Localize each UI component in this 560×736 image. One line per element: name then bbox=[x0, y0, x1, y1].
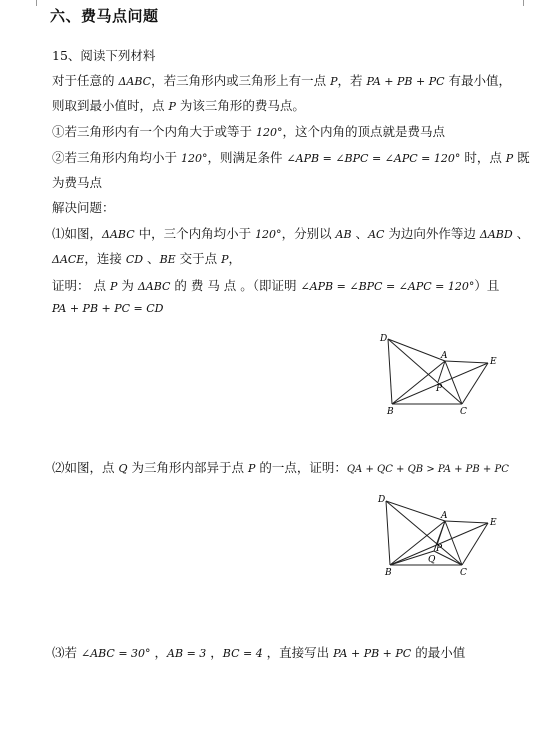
label-P: P bbox=[436, 544, 443, 554]
text-run: 交于点 bbox=[175, 251, 222, 266]
edge-DB bbox=[386, 501, 390, 565]
text-run: 有最小值， bbox=[444, 73, 511, 88]
math-run: ΔABC bbox=[137, 280, 171, 293]
solve-heading: 解决问题： bbox=[52, 200, 115, 215]
math-run: PA + PB + PC bbox=[366, 75, 445, 88]
text-run: ，直接写出 bbox=[262, 645, 334, 660]
text-run: ，若三角形内或三角形上有一点 bbox=[151, 73, 331, 88]
text-run: 的 费 马 点 。（即证明 bbox=[170, 278, 301, 293]
math-run: CD bbox=[125, 253, 144, 266]
text-run: ，连接 bbox=[84, 251, 126, 266]
label-A: A bbox=[441, 511, 448, 521]
label-C: C bbox=[460, 407, 467, 416]
rule-2 bbox=[52, 148, 530, 166]
label-C: C bbox=[460, 568, 467, 577]
label-E: E bbox=[490, 518, 497, 528]
rule-2-continued: 为费马点 bbox=[52, 175, 103, 190]
math-run: ∠ABC = 30° bbox=[80, 647, 151, 660]
edge-AE bbox=[445, 521, 488, 523]
math-run: ΔABC bbox=[102, 228, 135, 241]
text-run: ，分别以 bbox=[281, 226, 336, 241]
intro-line-2 bbox=[52, 96, 305, 114]
edge-AE bbox=[445, 361, 488, 363]
page-corner-mark-right bbox=[523, 0, 524, 6]
text-run: ①若三角形内有一个内角大于或等于 bbox=[52, 124, 256, 139]
label-D: D bbox=[380, 334, 388, 344]
math-run: BC = 4 bbox=[222, 647, 263, 660]
text-run: 、 bbox=[143, 251, 160, 266]
edge-DC bbox=[386, 501, 462, 565]
text-run: ， bbox=[206, 645, 223, 660]
text-run: 的最小值 bbox=[411, 645, 466, 660]
text-run: ，若 bbox=[337, 73, 367, 88]
math-run: AB = 3 bbox=[167, 647, 207, 660]
math-run: AC bbox=[368, 228, 385, 241]
math-run: ∠APB = ∠BPC = ∠APC = 120° bbox=[300, 280, 475, 293]
problem-number: 15、阅读下列材料 bbox=[52, 48, 156, 63]
text-run: ②若三角形内角均小于 bbox=[52, 150, 181, 165]
text-run: 证明： 点 bbox=[52, 278, 110, 293]
math-run: PA + PB + PC bbox=[333, 647, 412, 660]
math-run: P bbox=[221, 253, 229, 266]
math-run: 120° bbox=[255, 126, 283, 139]
question-2 bbox=[52, 458, 509, 476]
text-run: ⑴如图， bbox=[52, 226, 103, 241]
edge-DA bbox=[386, 501, 445, 521]
label-D: D bbox=[378, 495, 386, 505]
text-run: 为 bbox=[117, 278, 138, 293]
text-run: ， bbox=[228, 251, 242, 266]
question-1-line-c bbox=[52, 276, 499, 294]
math-run: ΔABD bbox=[479, 228, 513, 241]
text-run: 时，点 bbox=[460, 150, 506, 165]
math-run: BE bbox=[159, 253, 176, 266]
text-run: 的一点，证明： bbox=[255, 460, 347, 475]
text-run: ，这个内角的顶点就是费马点 bbox=[282, 124, 445, 139]
math-run: QA + QC + QB > PA + PB + PC bbox=[346, 464, 509, 475]
text-run: 中，三个内角均小于 bbox=[134, 226, 256, 241]
math-run: Q bbox=[118, 462, 128, 475]
math-run: P bbox=[168, 100, 176, 113]
text-run: 既 bbox=[513, 150, 530, 165]
text-run: 为该三角形的费马点。 bbox=[175, 98, 305, 113]
section-heading: 六、费马点问题 bbox=[50, 7, 159, 25]
label-B: B bbox=[385, 568, 392, 577]
edge-DB bbox=[388, 339, 392, 404]
figure-2 bbox=[370, 493, 504, 577]
text-run: 为边向外作等边 bbox=[384, 226, 480, 241]
text-run: 则取到最小值时，点 bbox=[52, 98, 169, 113]
math-run: 120° bbox=[255, 228, 282, 241]
text-run: 、 bbox=[512, 226, 530, 241]
rule-1 bbox=[52, 122, 445, 140]
text-run: ，则满足条件 bbox=[207, 150, 287, 165]
label-E: E bbox=[490, 357, 497, 367]
text-run: ）且 bbox=[474, 278, 500, 293]
text-run: 为三角形内部异于点 bbox=[127, 460, 248, 475]
math-run: 120° bbox=[180, 152, 208, 165]
math-run: ΔABC bbox=[118, 75, 152, 88]
text-run: ， bbox=[150, 645, 168, 660]
question-1-line-b bbox=[52, 249, 241, 267]
label-Q: Q bbox=[428, 555, 436, 565]
text-run: ⑶若 bbox=[52, 645, 81, 660]
text-run: 对于任意的 bbox=[52, 73, 119, 88]
edge-AC bbox=[445, 361, 462, 404]
math-run: ΔACE bbox=[52, 253, 85, 266]
math-run: P bbox=[505, 152, 514, 165]
label-P: P bbox=[436, 384, 443, 394]
math-run: P bbox=[247, 462, 256, 475]
math-run: P bbox=[109, 280, 118, 293]
question-1-line-d: PA + PB + PC = CD bbox=[52, 302, 164, 315]
label-B: B bbox=[387, 407, 394, 416]
edge-EC bbox=[462, 363, 488, 404]
page-corner-mark-left bbox=[36, 0, 37, 6]
edge-EC bbox=[462, 523, 488, 565]
label-A: A bbox=[441, 351, 448, 361]
question-1-line-a bbox=[52, 224, 529, 242]
figure-1 bbox=[370, 328, 504, 416]
math-run: AB bbox=[335, 228, 352, 241]
math-run: ∠APB = ∠BPC = ∠APC = 120° bbox=[286, 152, 461, 165]
intro-line-1 bbox=[52, 71, 511, 89]
text-run: ⑵如图，点 bbox=[52, 460, 119, 475]
edge-DC bbox=[388, 339, 462, 404]
text-run: 、 bbox=[351, 226, 369, 241]
question-3 bbox=[52, 643, 465, 661]
edge-DA bbox=[388, 339, 445, 361]
math-run: P bbox=[330, 75, 338, 88]
